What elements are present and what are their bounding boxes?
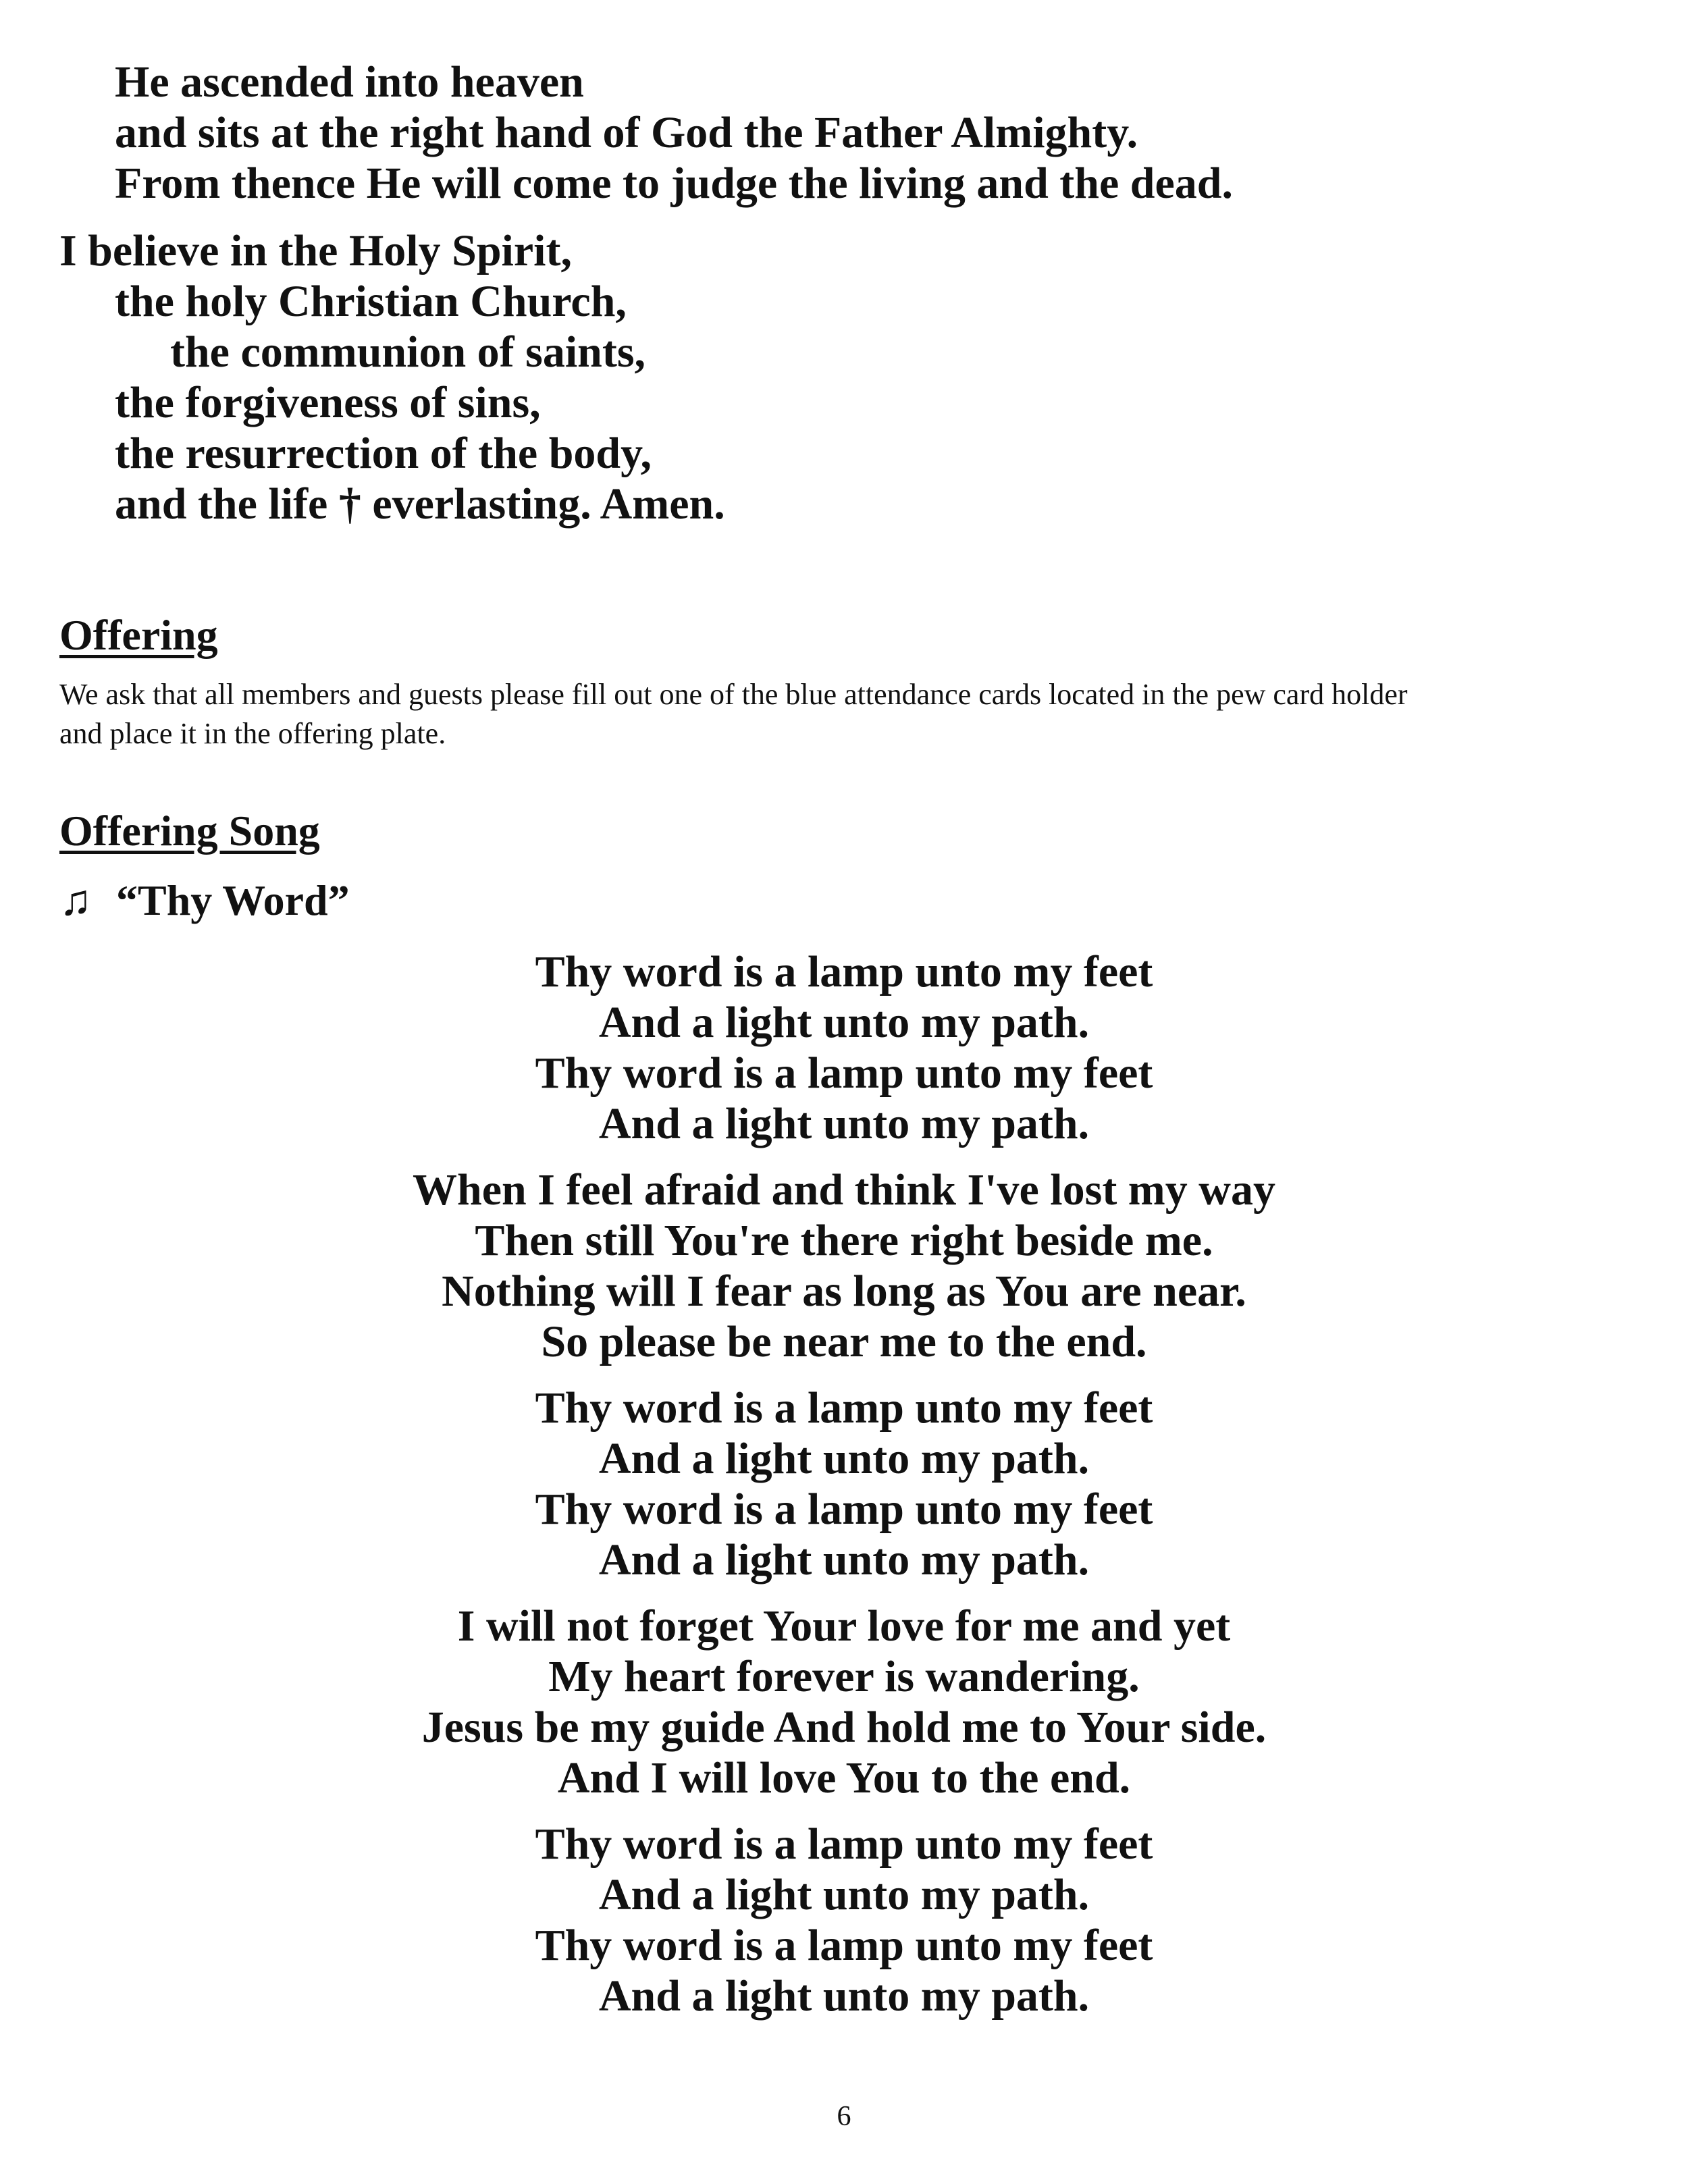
- music-note-icon: ♫: [59, 876, 92, 924]
- lyrics-stanza: [0, 1383, 1688, 1585]
- lyric-line: Jesus be my guide And hold me to Your side.: [421, 1703, 1267, 1752]
- offering-note-line: and place it in the offering plate.: [59, 717, 446, 750]
- offering-song-heading: Offering Song: [59, 807, 320, 855]
- lyric-line: Thy word is a lamp unto my feet: [535, 1485, 1153, 1534]
- lyrics-stanza: [0, 1819, 1688, 2021]
- page-number: 6: [837, 2101, 851, 2132]
- lyric-line: Thy word is a lamp unto my feet: [535, 947, 1153, 996]
- creed-text: [59, 57, 1612, 529]
- lyric-line: And I will love You to the end.: [557, 1753, 1131, 1803]
- lyric-line: Thy word is a lamp unto my feet: [535, 1819, 1153, 1869]
- lyric-line: And a light unto my path.: [598, 1971, 1090, 2021]
- lyric-line: And a light unto my path.: [598, 998, 1090, 1047]
- creed-line: and the life † everlasting. Amen.: [115, 479, 725, 529]
- creed-line: the resurrection of the body,: [115, 429, 652, 478]
- offering-heading: Offering: [59, 611, 218, 659]
- song-lyrics: [0, 947, 1688, 2037]
- lyric-line: Then still You're there right beside me.: [475, 1216, 1213, 1265]
- lyrics-stanza: [0, 1165, 1688, 1367]
- lyric-line: So please be near me to the end.: [541, 1317, 1147, 1366]
- creed-line: and sits at the right hand of God the Father Almighty.: [115, 108, 1138, 157]
- creed-line: I believe in the Holy Spirit,: [59, 226, 572, 275]
- song-title-text: “Thy Word”: [116, 876, 350, 924]
- creed-line: the forgiveness of sins,: [115, 378, 541, 427]
- song-title: [59, 876, 350, 925]
- lyric-line: Thy word is a lamp unto my feet: [535, 1383, 1153, 1433]
- lyric-line: And a light unto my path.: [598, 1870, 1090, 1919]
- lyric-line: And a light unto my path.: [598, 1434, 1090, 1483]
- lyric-line: Thy word is a lamp unto my feet: [535, 1921, 1153, 1970]
- lyric-line: I will not forget Your love for me and yet: [457, 1601, 1231, 1651]
- lyric-line: My heart forever is wandering.: [548, 1652, 1140, 1701]
- lyric-line: And a light unto my path.: [598, 1099, 1090, 1148]
- lyric-line: And a light unto my path.: [598, 1535, 1090, 1584]
- offering-note-line: We ask that all members and guests please fill out one of the blue attendance cards located in the pew card holder: [59, 678, 1408, 711]
- lyric-line: When I feel afraid and think I've lost my way: [413, 1165, 1275, 1215]
- creed-line: He ascended into heaven: [115, 57, 584, 107]
- creed-line: the holy Christian Church,: [115, 277, 627, 326]
- offering-note: [59, 675, 1612, 753]
- lyric-line: Thy word is a lamp unto my feet: [535, 1048, 1153, 1098]
- creed-line: From thence He will come to judge the living and the dead.: [115, 159, 1233, 208]
- lyric-line: Nothing will I fear as long as You are near.: [442, 1267, 1246, 1316]
- creed-line: the communion of saints,: [170, 327, 646, 377]
- lyrics-stanza: [0, 947, 1688, 1149]
- lyrics-stanza: [0, 1601, 1688, 1803]
